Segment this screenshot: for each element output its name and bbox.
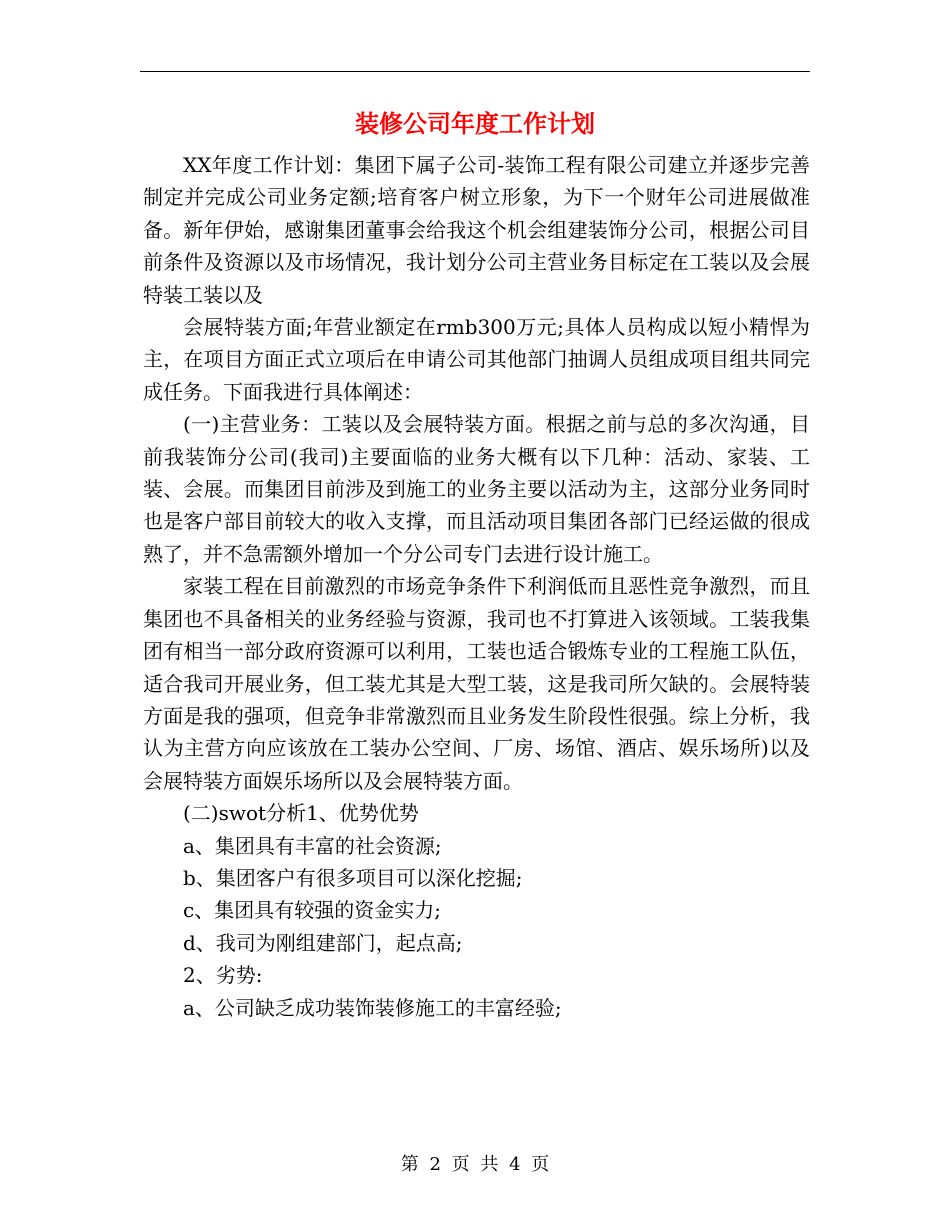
list-item-strength-a: a、集团具有丰富的社会资源; xyxy=(183,833,442,858)
paragraph-intro: XX年度工作计划：集团下属子公司-装饰工程有限公司建立并逐步完善制定并完成公司业务定额;培育客户树立形象，为下一个财年公司进展做准备。新年伊始，感谢集团董事会给我这个机会组建装饰分公司，根据公司目前条件及资源以及市场情况，我计划分公司主营业务目标定在工装以及会展特装工装以及 xyxy=(143,153,810,307)
paragraph-main-business: (一)主营业务：工装以及会展特装方面。根据之前与总的多次沟通，目前我装饰分公司(我司)主要面临的业务大概有以下几种：活动、家装、工装、会展。而集团目前涉及到施工的业务主要以活动为主，这部分业务同时也是客户部目前较大的收入支撑，而且活动项目集团各部门已经运做的很成熟了，并不急需额外增加一个分公司专门去进行设计施工。 xyxy=(143,412,810,566)
list-item-strength-c: c、集团具有较强的资金实力; xyxy=(183,898,441,923)
paragraph-analysis: 家装工程在目前激烈的市场竞争条件下利润低而且恶性竞争激烈，而且集团也不具备相关的业务经验与资源，我司也不打算进入该领域。工装我集团有相当一部分政府资源可以利用，工装也适合锻炼专业的工程施工队伍，适合我司开展业务，但工装尤其是大型工装，这是我司所欠缺的。会展特装方面是我的强项，但竞争非常激烈而且业务发生阶段性很强。综上分析，我认为主营方向应该放在工装办公空间、厂房、场馆、酒店、娱乐场所)以及会展特装方面娱乐场所以及会展特装方面。 xyxy=(143,574,810,793)
header-rule xyxy=(140,71,810,72)
page-number: 第 2 页 共 4 页 xyxy=(400,1154,550,1175)
paragraph-weakness-heading: 2、劣势: xyxy=(183,963,263,988)
document-title: 装修公司年度工作计划 xyxy=(355,109,595,138)
list-item-strength-d: d、我司为刚组建部门，起点高; xyxy=(183,930,463,955)
list-item-weakness-a: a、公司缺乏成功装饰装修施工的丰富经验; xyxy=(183,995,562,1020)
paragraph-revenue: 会展特装方面;年营业额定在rmb300万元;具体人员构成以短小精悍为主，在项目方面正式立项后在申请公司其他部门抽调人员组成项目组共同完成任务。下面我进行具体阐述： xyxy=(143,315,810,404)
list-item-strength-b: b、集团客户有很多项目可以深化挖掘; xyxy=(183,865,523,890)
paragraph-swot-heading: (二)swot分析1、优势优势 xyxy=(183,801,419,826)
document-body xyxy=(143,149,810,1024)
